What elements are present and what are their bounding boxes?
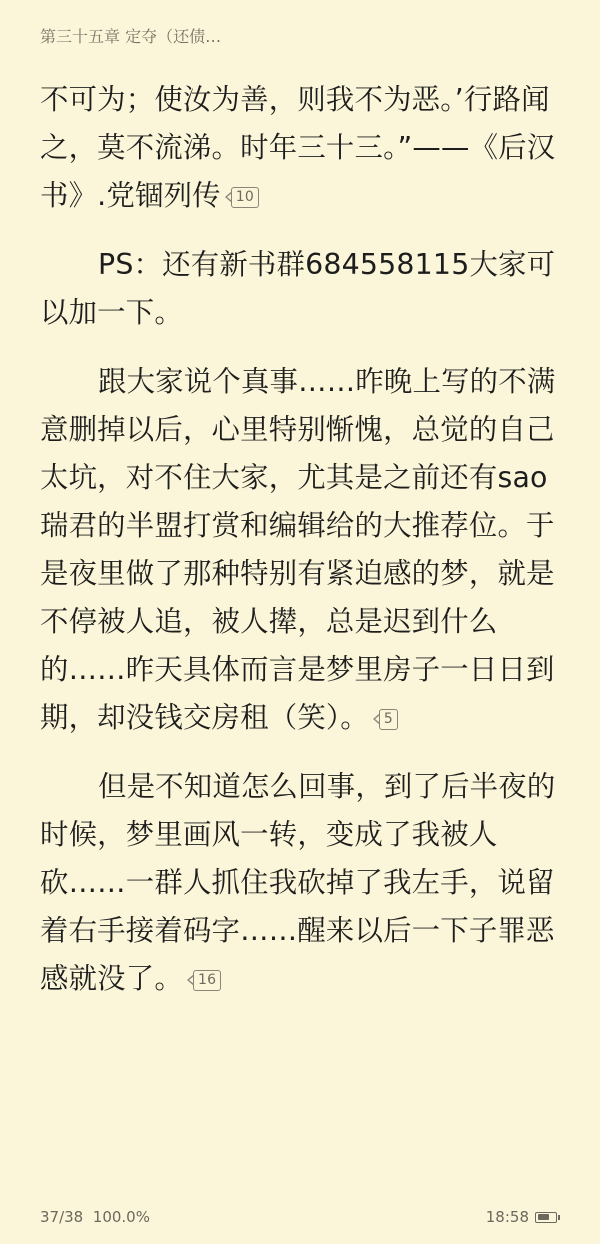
comment-count: 5 [379,709,398,730]
battery-icon [535,1212,557,1223]
paragraph-text: 跟大家说个真事……昨晚上写的不满意删掉以后，心里特别惭愧，总觉的自己太坑，对不住大家，尤其是之前还有sao瑞君的半盟打赏和编辑给的大推荐位。于是夜里做了那种特别有紧迫感的梦，就是不停被人追，被人撵，总是迟到什么的……昨天具体而言是梦里房子一日日到期，却没钱交房租（笑）。 [40,365,556,734]
chapter-title: 第三十五章 定夺（还债… [40,27,222,46]
comment-count-badge[interactable] [373,707,398,731]
comment-count: 10 [231,187,259,208]
battery-fill [538,1214,549,1220]
status-footer [40,1208,560,1228]
clock-battery [486,1208,560,1226]
comment-count: 16 [193,970,221,991]
comment-count-badge[interactable] [187,968,221,992]
reading-progress [40,1208,150,1226]
comment-count-badge[interactable] [225,185,259,209]
page-indicator: 37/38 [40,1208,84,1226]
paragraph-text: PS：还有新书群684558115大家可以加一下。 [40,248,556,329]
paragraph-4 [40,763,568,1003]
progress-percent: 100.0% [92,1208,150,1226]
reading-content [40,76,568,1024]
paragraph-1 [40,76,568,220]
battery-tip [558,1215,560,1220]
paragraph-text: 但是不知道怎么回事，到了后半夜的时候，梦里画风一转，变成了我被人砍……一群人抓住我砍掉了我左手，说留着右手接着码字……醒来以后一下子罪恶感就没了。 [40,770,556,995]
paragraph-3 [40,358,568,742]
clock-time: 18:58 [485,1208,529,1226]
paragraph-2 [40,241,568,337]
paragraph-text: 不可为；使汝为善，则我不为恶。’行路闻之，莫不流涕。时年三十三。”——《后汉书》.党锢列传 [40,83,556,212]
